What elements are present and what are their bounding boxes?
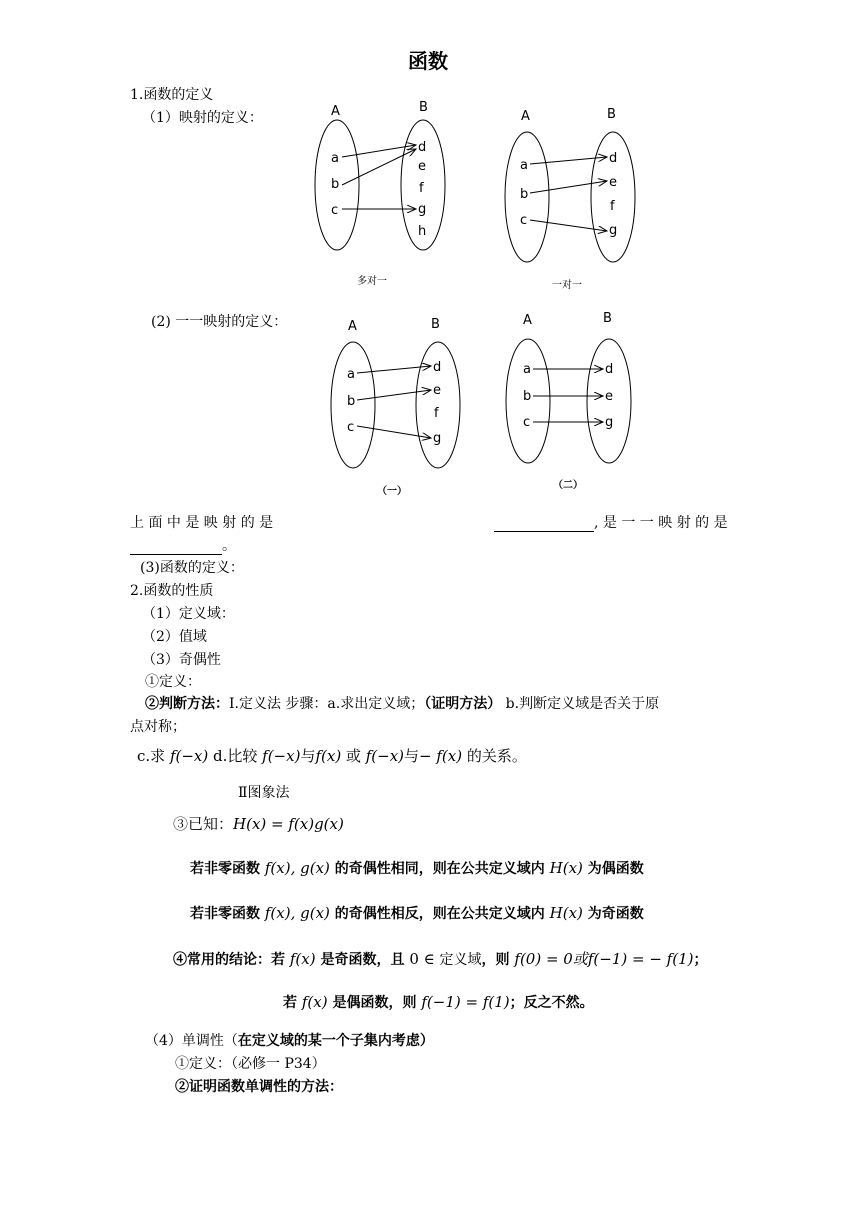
monotonicity-definition: ①定义：（必修一 P34） bbox=[175, 1056, 326, 1072]
math-f-neg-x: f(−x) bbox=[262, 747, 301, 765]
set-a-label: A bbox=[331, 104, 340, 119]
question-mapping-text: 上 面 中 是 映 射 的 是 bbox=[130, 515, 274, 531]
set-a-label: A bbox=[348, 319, 357, 334]
elem-e: e bbox=[605, 389, 613, 404]
elem-f: f bbox=[419, 181, 424, 196]
math-neg-f-x: − f(x) bbox=[419, 747, 463, 765]
rule-same-parity bbox=[190, 858, 644, 878]
section-2-heading: 2.函数的性质 bbox=[130, 583, 214, 599]
set-b-label: B bbox=[431, 317, 440, 332]
math-h-equals: H(x) = f(x)g(x) bbox=[233, 815, 344, 833]
parity-method-tail: b.判断定义域是否关于原 bbox=[501, 696, 660, 712]
rule2-text-c: 为奇函数 bbox=[582, 906, 644, 922]
rule3-text-d: ； bbox=[693, 952, 708, 968]
math-f-neg-x: f(−x) bbox=[169, 747, 209, 765]
set-a-label: A bbox=[521, 109, 530, 124]
caption-two: （二） bbox=[553, 480, 583, 491]
question-bijection-line bbox=[494, 512, 728, 532]
parity-method-label: ②判断方法： bbox=[145, 696, 229, 712]
elem-c: c bbox=[523, 415, 531, 430]
elem-e: e bbox=[418, 159, 426, 174]
monotonicity-label: （4）单调性（ bbox=[145, 1033, 238, 1049]
given-line bbox=[173, 813, 344, 834]
arrow-a-d bbox=[530, 157, 607, 164]
rule2-text-a: 若非零函数 bbox=[190, 906, 265, 922]
elem-b: b bbox=[347, 394, 356, 409]
elem-f: f bbox=[610, 199, 615, 214]
math-hx: H(x) bbox=[549, 904, 583, 922]
elem-b: b bbox=[331, 177, 340, 192]
elem-g: g bbox=[609, 223, 618, 238]
elem-g: g bbox=[418, 202, 427, 217]
parity-method-line2: 点对称； bbox=[130, 719, 186, 735]
set-b-label: B bbox=[607, 107, 616, 122]
rule4-text-b: 是偶函数，则 bbox=[327, 995, 422, 1011]
elem-e: e bbox=[609, 175, 617, 190]
monotonicity-note: 在定义域的某一个子集内考虑） bbox=[237, 1033, 434, 1049]
range-label: （2）值域 bbox=[142, 629, 207, 645]
elem-a: a bbox=[331, 151, 339, 166]
elem-b: b bbox=[523, 389, 532, 404]
parity-label: （3）奇偶性 bbox=[142, 652, 221, 668]
diagram-one-to-one bbox=[490, 100, 660, 295]
word-and: 与 bbox=[404, 747, 420, 765]
bijection-definition-label: (2) 一一映射的定义： bbox=[151, 314, 288, 330]
arrow-b-e bbox=[530, 181, 607, 193]
parity-definition-label: ①定义： bbox=[145, 674, 201, 690]
math-fx: f(x) bbox=[301, 993, 328, 1011]
math-zero-in: 0 ∈ bbox=[409, 950, 440, 968]
monotonicity-line bbox=[145, 1030, 434, 1050]
math-fx: f(x) bbox=[289, 950, 316, 968]
diagram-many-to-one bbox=[300, 95, 470, 290]
rule3-text-b: 是奇函数，且 bbox=[315, 952, 410, 968]
rule-even-function bbox=[283, 992, 594, 1012]
question-bijection-text: , 是 一 一 映 射 的 是 bbox=[594, 515, 728, 531]
rule1-text-a: 若非零函数 bbox=[190, 861, 265, 877]
math-hx: H(x) bbox=[549, 859, 583, 877]
answer-blank-2[interactable] bbox=[130, 540, 222, 555]
math-odd-conclusion: f(0) = 0或f(−1) = − f(1) bbox=[514, 950, 694, 968]
answer-blank-1[interactable] bbox=[494, 517, 594, 532]
elem-d: d bbox=[609, 151, 618, 166]
elem-c: c bbox=[347, 420, 355, 435]
set-b-label: B bbox=[603, 311, 612, 326]
monotonicity-proof-method: ②证明函数单调性的方法： bbox=[175, 1079, 343, 1095]
set-b-label: B bbox=[419, 100, 428, 115]
caption-one-to-one: 一对一 bbox=[552, 280, 582, 291]
question-end-line bbox=[130, 535, 236, 555]
elem-a: a bbox=[520, 158, 528, 173]
math-f-x: f(x) bbox=[315, 747, 342, 765]
page-title: 函数 bbox=[408, 49, 448, 73]
section-1-heading: 1.函数的定义 bbox=[130, 87, 214, 103]
diagram-one bbox=[320, 310, 470, 480]
step-c-label: c.求 bbox=[137, 747, 170, 765]
diagram-two bbox=[495, 305, 645, 475]
elem-h: h bbox=[418, 224, 427, 239]
math-fx-gx: f(x), g(x) bbox=[264, 859, 330, 877]
rule1-text-b: 的奇偶性相同，则在公共定义域内 bbox=[329, 861, 550, 877]
rule3-text-c: ，则 bbox=[481, 952, 515, 968]
elem-d: d bbox=[418, 140, 427, 155]
rule3-text-a: ④常用的结论：若 bbox=[173, 952, 290, 968]
arrow-c-g bbox=[357, 426, 431, 438]
given-label: ③已知： bbox=[173, 815, 234, 833]
arrow-b-d bbox=[342, 149, 416, 185]
word-domain: 定义域 bbox=[439, 952, 482, 968]
elem-g: g bbox=[605, 415, 614, 430]
word-relation: 的关系。 bbox=[462, 747, 527, 765]
parity-method-text: Ⅰ.定义法 步骤：a.求出定义域； bbox=[229, 696, 425, 712]
proof-method-note: （证明方法） bbox=[424, 696, 502, 712]
question-end-punct: 。 bbox=[222, 538, 236, 554]
word-or: 或 bbox=[341, 747, 366, 765]
arrow-c-g bbox=[530, 220, 607, 231]
rule1-text-c: 为偶函数 bbox=[582, 861, 644, 877]
arrow-b-e bbox=[357, 390, 431, 400]
rule2-text-b: 的奇偶性相反，则在公共定义域内 bbox=[329, 906, 550, 922]
rule4-text-c: ；反之不然。 bbox=[509, 995, 594, 1011]
mapping-definition-label: （1）映射的定义： bbox=[142, 110, 263, 126]
set-a-label: A bbox=[523, 313, 532, 328]
parity-method-line bbox=[145, 693, 659, 713]
elem-d: d bbox=[605, 362, 614, 377]
elem-a: a bbox=[523, 362, 531, 377]
elem-c: c bbox=[520, 213, 528, 228]
elem-f: f bbox=[434, 406, 439, 421]
graph-method-label: Ⅱ图象法 bbox=[238, 785, 290, 801]
caption-many-to-one: 多对一 bbox=[357, 276, 387, 287]
rule-opposite-parity bbox=[190, 903, 644, 923]
step-d-label: d.比较 bbox=[208, 747, 263, 765]
caption-one: （一） bbox=[377, 486, 407, 497]
math-even-conclusion: f(−1) = f(1) bbox=[421, 993, 510, 1011]
elem-d: d bbox=[433, 360, 442, 375]
arrow-a-d bbox=[342, 145, 416, 157]
math-fx-gx: f(x), g(x) bbox=[264, 904, 330, 922]
elem-b: b bbox=[520, 187, 529, 202]
domain-label: （1）定义域： bbox=[142, 606, 235, 622]
parity-steps-line bbox=[137, 745, 527, 766]
elem-c: c bbox=[331, 203, 339, 218]
elem-g: g bbox=[433, 431, 442, 446]
rule-odd-function bbox=[173, 948, 707, 969]
function-definition-label: (3)函数的定义： bbox=[140, 560, 244, 576]
elem-e: e bbox=[433, 383, 441, 398]
math-f-neg-x: f(−x) bbox=[365, 747, 405, 765]
elem-a: a bbox=[347, 367, 355, 382]
rule4-text-a: 若 bbox=[283, 995, 302, 1011]
word-and: 与 bbox=[300, 747, 316, 765]
